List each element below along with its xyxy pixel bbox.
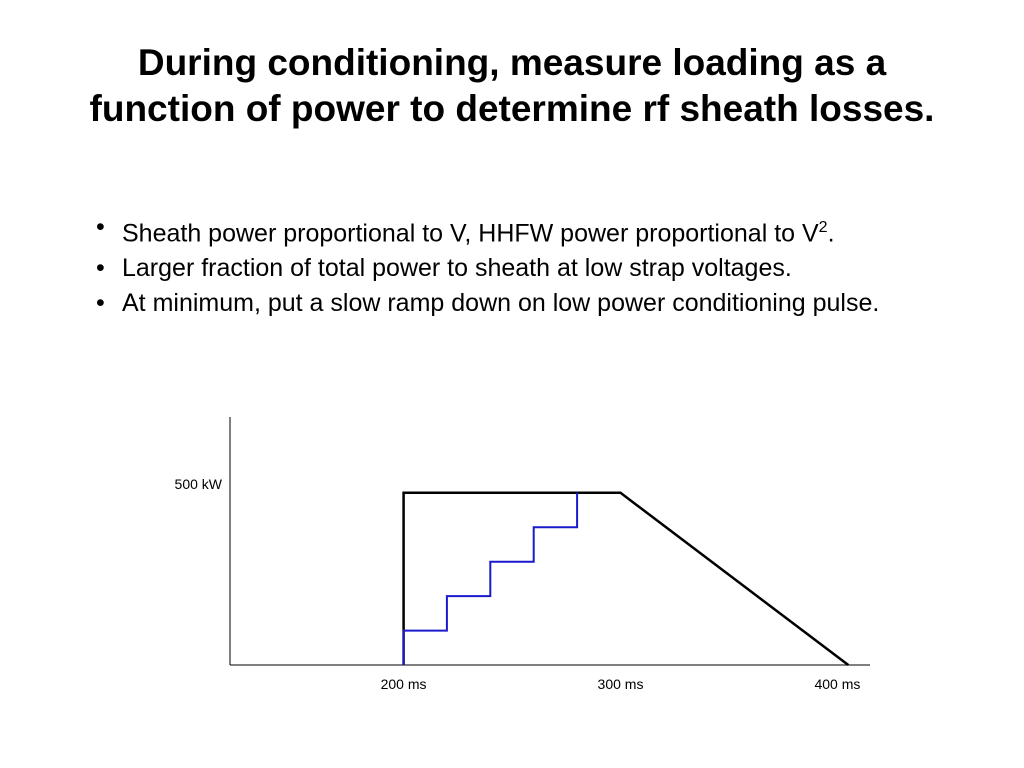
- bullet-list: [96, 210, 1016, 321]
- bullet-text: Sheath power proportional to V, HHFW power proportional to V: [122, 219, 819, 248]
- bullet-item: [96, 251, 1016, 286]
- series-layer: [404, 493, 849, 665]
- bullet-dot: •: [96, 254, 105, 283]
- slide-title: During conditioning, measure loading as a function of power to determine rf sheath losses.: [89, 42, 935, 129]
- series-line-0: [404, 493, 849, 665]
- bullet-dot: •: [96, 213, 105, 241]
- bullet-dot: •: [96, 289, 105, 318]
- bullet-text: At minimum, put a slow ramp down on low power conditioning pulse.: [122, 289, 880, 318]
- bullet-item: [96, 210, 1016, 251]
- bullet-superscript: 2: [818, 219, 828, 236]
- series-line-1: [404, 493, 577, 665]
- y-tick-label: 500 kW: [174, 475, 222, 492]
- x-tick-label: 400 ms: [814, 676, 861, 692]
- bullet-item: [96, 286, 1016, 321]
- x-tick-label: 200 ms: [380, 676, 427, 692]
- x-tick-label: 300 ms: [597, 676, 644, 692]
- bullet-suffix: .: [827, 219, 835, 248]
- bullet-text: Larger fraction of total power to sheath at low strap voltages.: [122, 254, 792, 283]
- tick-layer: [175, 476, 861, 692]
